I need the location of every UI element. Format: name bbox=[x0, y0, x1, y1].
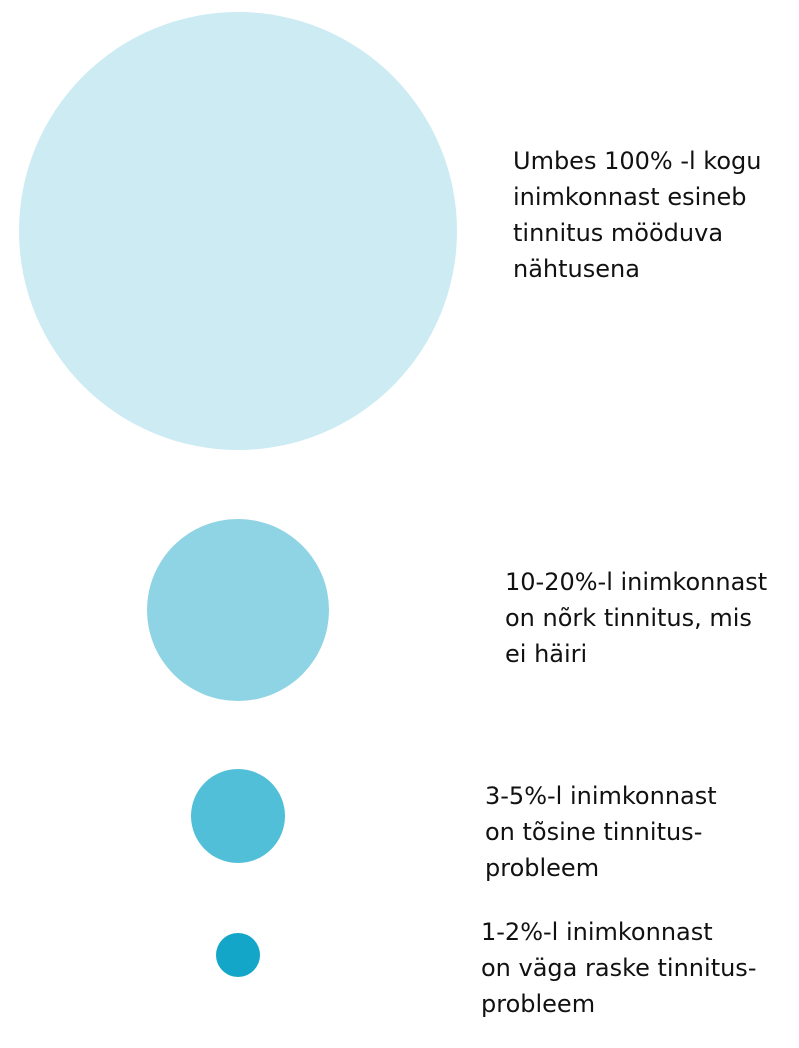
circle-mild-tinnitus bbox=[147, 519, 329, 701]
label-severe-tinnitus: 1-2%-l inimkonnast on väga raske tinnitus- probleem bbox=[481, 918, 757, 1018]
label-mild-tinnitus: 10-20%-l inimkonnast on nõrk tinnitus, mis ei häiri bbox=[505, 568, 768, 668]
label-transient-tinnitus: Umbes 100% -l kogu inimkonnast esineb tinnitus mööduva nähtusena bbox=[513, 147, 762, 283]
label-serious-tinnitus: 3-5%-l inimkonnast on tõsine tinnitus- probleem bbox=[485, 782, 717, 882]
circle-serious-tinnitus bbox=[191, 769, 285, 863]
circle-transient-tinnitus bbox=[19, 12, 457, 450]
circle-severe-tinnitus bbox=[216, 933, 260, 977]
